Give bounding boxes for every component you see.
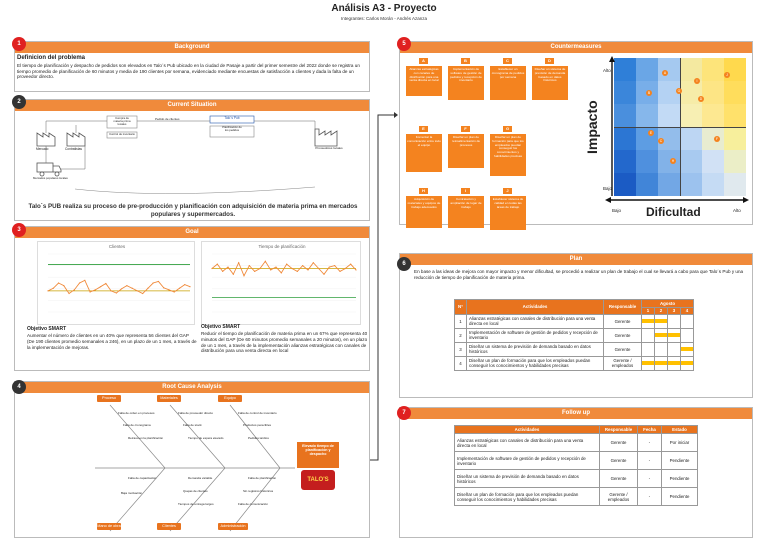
matrix-point: G bbox=[677, 89, 681, 93]
sticky-note: Establecer sistema de calidad en todas las áreas de trabajo bbox=[490, 196, 526, 230]
note-label: F bbox=[461, 126, 470, 132]
gantt-cell bbox=[655, 356, 668, 370]
current-caption: Talo´s PUB realiza su proceso de pre-producción y planificación con adquisición de materia prima en mercados populares y supermercados. bbox=[28, 203, 358, 218]
note-label: E bbox=[419, 126, 428, 132]
clients-chart bbox=[37, 241, 195, 325]
page-title: Análisis A3 - Proyecto bbox=[331, 3, 437, 14]
gantt-cell bbox=[681, 356, 694, 370]
chart1-title: Clientes bbox=[108, 244, 126, 249]
cause: Falta de control de inventario bbox=[238, 411, 277, 415]
gantt-cell bbox=[681, 342, 694, 356]
plan-activity: Diseñar un sistema de previsión de demanda basado en datos históricos bbox=[467, 342, 604, 356]
matrix-cell bbox=[702, 104, 725, 128]
matrix-cell bbox=[658, 58, 681, 82]
truck-icon bbox=[37, 163, 61, 176]
data-point bbox=[265, 261, 266, 262]
plan-row bbox=[455, 356, 694, 370]
data-point bbox=[68, 293, 69, 294]
data-point bbox=[345, 268, 346, 269]
plan-col-n: N° bbox=[455, 300, 467, 315]
fu-resp: Gerente / empleados bbox=[600, 488, 638, 506]
plan-activity: Alianzas estratégicas con canales de distribución para una venta directa en local bbox=[467, 314, 604, 328]
cause: Falta de orden en procesos bbox=[118, 411, 155, 415]
sticky-note: Diseñar un plan de formación para que los empleados puedan conseguir los conocimientos y habilidades precisas bbox=[490, 134, 526, 176]
note-label: H bbox=[419, 188, 428, 194]
matrix-cell bbox=[680, 173, 703, 196]
data-point bbox=[313, 262, 314, 263]
cause: Sin registros históricos bbox=[243, 489, 274, 493]
note-label: A bbox=[419, 58, 428, 64]
data-point bbox=[147, 288, 148, 289]
week-4: 4 bbox=[681, 308, 694, 314]
data-point bbox=[259, 268, 260, 269]
matrix-point: A bbox=[663, 71, 667, 75]
gantt-cell bbox=[655, 342, 668, 356]
data-point bbox=[211, 268, 212, 269]
data-point bbox=[126, 285, 127, 286]
gantt-cell bbox=[668, 342, 681, 356]
note-label: B bbox=[461, 58, 470, 64]
week-3: 3 bbox=[668, 308, 681, 314]
matrix-point: D bbox=[699, 97, 703, 101]
plan-col-responsable: Responsable bbox=[604, 300, 642, 315]
plan-row bbox=[455, 314, 694, 328]
followup-section bbox=[399, 407, 753, 538]
matrix-point: J bbox=[724, 72, 730, 78]
chart2-title: Tiempo de planificación bbox=[258, 244, 306, 249]
series-line bbox=[48, 280, 190, 293]
process-diagram bbox=[15, 111, 371, 199]
gantt-cell bbox=[642, 314, 655, 328]
plan-resp: Gerente bbox=[604, 342, 642, 356]
page-subtitle: Integrantes: Carlos Morán - Andrés Azanza bbox=[340, 16, 428, 21]
cause: Falta de capacitación bbox=[128, 476, 157, 480]
fu-state: Pendiente bbox=[662, 452, 698, 470]
category-administracion: Administración bbox=[218, 523, 248, 530]
plan-resp: Gerente bbox=[604, 314, 642, 328]
y-high-label: Alto bbox=[603, 68, 611, 73]
data-point bbox=[153, 282, 154, 283]
plan-n: 4 bbox=[455, 356, 467, 370]
badge-6: 6 bbox=[397, 257, 411, 271]
category-equipo: Equipo bbox=[218, 395, 242, 402]
matrix-cell bbox=[614, 58, 637, 82]
matrix-cell bbox=[702, 150, 725, 174]
data-point bbox=[307, 269, 308, 270]
matrix-point: I bbox=[694, 78, 700, 84]
data-point bbox=[350, 264, 351, 265]
x-high-label: Alto bbox=[733, 208, 741, 213]
node-control-label: Control de inventario bbox=[109, 132, 135, 136]
goal-section bbox=[14, 226, 370, 371]
category-clientes: Clientes bbox=[157, 523, 181, 530]
data-point bbox=[243, 275, 244, 276]
fu-col-actividades: Actividades bbox=[455, 426, 600, 434]
node-mercado: Mercado bbox=[36, 147, 49, 151]
fu-state: Pendiente bbox=[662, 470, 698, 488]
badge-5: 5 bbox=[397, 37, 411, 51]
data-point bbox=[275, 266, 276, 267]
root-cause-section bbox=[14, 381, 370, 538]
fu-activity: Alianzas estratégicas con canales de distribución para una venta directa en local bbox=[455, 434, 600, 452]
plan-activity: Diseñar un plan de formación para que los empleados puedan conseguir los conocimientos y habilidades precisas bbox=[467, 356, 604, 370]
note-label: G bbox=[503, 126, 512, 132]
fu-col-fecha: Fecha bbox=[638, 426, 662, 434]
cause: Demanda variable bbox=[188, 476, 213, 480]
matrix-cell bbox=[614, 150, 637, 174]
matrix-cell bbox=[636, 150, 659, 174]
data-point bbox=[100, 286, 101, 287]
data-point bbox=[111, 290, 112, 291]
data-point bbox=[74, 289, 75, 290]
chart1-plot bbox=[38, 250, 196, 322]
data-point bbox=[95, 289, 96, 290]
fu-resp: Gerente bbox=[600, 452, 638, 470]
matrix-divider bbox=[614, 127, 746, 128]
matrix-cell bbox=[702, 173, 725, 196]
cause: Tiempo de espera elevado bbox=[188, 436, 224, 440]
data-point bbox=[84, 280, 85, 281]
gantt-cell bbox=[642, 328, 655, 342]
gantt-cell bbox=[668, 314, 681, 328]
plan-resp: Gerente bbox=[604, 328, 642, 342]
y-axis-arrow bbox=[608, 56, 616, 198]
cause: Quejas de clientes bbox=[183, 489, 208, 493]
data-point bbox=[227, 266, 228, 267]
data-point bbox=[89, 291, 90, 292]
badge-1: 1 bbox=[12, 37, 26, 51]
sticky-note: Diseñar un plan de retroalimentación de procesos bbox=[448, 134, 484, 168]
gantt-cell bbox=[681, 328, 694, 342]
effect-box: Elevado tiempo de planificación y despacho bbox=[297, 442, 339, 468]
note-label: I bbox=[461, 188, 470, 194]
followup-table bbox=[454, 425, 698, 506]
badge-7: 7 bbox=[397, 406, 411, 420]
matrix-cell bbox=[614, 127, 637, 151]
node-talos-label: Talo´s Pub bbox=[224, 116, 240, 120]
sticky-note: Adquisición de materiales y equipos de trabajo adecuados bbox=[406, 196, 442, 228]
data-point bbox=[121, 288, 122, 289]
fu-resp: Gerente bbox=[600, 470, 638, 488]
plan-section bbox=[399, 253, 753, 398]
matrix-cell bbox=[724, 104, 746, 128]
matrix-cell bbox=[724, 150, 746, 174]
smart1-text: Aumentar el número de clientes en un 40% que representa 56 clientes del GAP (De 190 clientes promedio semanales a 246), en un plazo de un 1 mes, a través de la implementación de mejoras. bbox=[27, 333, 197, 350]
matrix-point: C bbox=[659, 139, 663, 143]
matrix-cell bbox=[614, 81, 637, 105]
impact-difficulty-matrix bbox=[614, 58, 746, 196]
gantt-cell bbox=[681, 314, 694, 328]
y-axis-label: Impacto bbox=[584, 100, 600, 154]
data-point bbox=[281, 272, 282, 273]
data-point bbox=[58, 282, 59, 283]
data-point bbox=[184, 284, 185, 285]
fu-date: - bbox=[638, 452, 662, 470]
data-point bbox=[158, 281, 159, 282]
data-point bbox=[132, 288, 133, 289]
fu-date: - bbox=[638, 470, 662, 488]
data-point bbox=[116, 292, 117, 293]
root-cause-header: Root Cause Analysis bbox=[15, 382, 369, 393]
cause: Falta de comunicación bbox=[238, 502, 269, 506]
data-point bbox=[249, 265, 250, 266]
node-planif-label: Planificación de los pedidos bbox=[222, 125, 242, 133]
matrix-cell bbox=[614, 173, 637, 196]
badge-4: 4 bbox=[12, 380, 26, 394]
matrix-cell bbox=[636, 104, 659, 128]
data-point bbox=[79, 282, 80, 283]
plan-table bbox=[454, 299, 694, 371]
data-point bbox=[137, 290, 138, 291]
cause: Tiempos de entrega largos bbox=[178, 502, 214, 506]
smart2-text: Reducir el tiempo de planificación de materia prima en un 67% que representa 40 minutos del GAP (De 60 minutos promedio semanales a 20 minutos), en un plazo de un 1 mes, a través de la implementación alianzas estratégicas con canales de distribución para una venta directa en local bbox=[201, 331, 368, 354]
plan-resp: Gerente / empleados bbox=[604, 356, 642, 370]
cause: Falta de cronograma bbox=[123, 423, 151, 427]
fu-activity: Diseñar un sistema de previsión de demanda basado en datos históricos bbox=[455, 470, 600, 488]
sticky-note: Establecer un cronograma de pedidos por semana bbox=[490, 66, 526, 100]
gantt-cell bbox=[668, 328, 681, 342]
week-2: 2 bbox=[655, 308, 668, 314]
category-materiales: Materiales bbox=[157, 395, 181, 402]
data-point bbox=[222, 271, 223, 272]
matrix-cell bbox=[724, 173, 746, 196]
plan-intro: En base a las ideas de mejora con mayor impacto y menor dificultad, se procedió a realizar un plan de trabajo el cual se llevará a cabo para que Talo´s Pub y una reducción de tiempo de planificación de materia prima. bbox=[414, 269, 744, 280]
cause: Baja motivación bbox=[121, 491, 143, 495]
data-point bbox=[355, 269, 356, 270]
data-point bbox=[323, 274, 324, 275]
cause: Productos perecibles bbox=[243, 423, 272, 427]
gantt-cell bbox=[642, 356, 655, 370]
plan-n: 1 bbox=[455, 314, 467, 328]
plan-row bbox=[455, 342, 694, 356]
smart1-title: Objetivo SMART bbox=[27, 326, 67, 332]
chart2-plot bbox=[202, 250, 362, 322]
x-axis-label: Dificultad bbox=[646, 205, 701, 219]
week-1: 1 bbox=[642, 308, 655, 314]
data-point bbox=[302, 265, 303, 266]
data-point bbox=[105, 283, 106, 284]
countermeasures-section bbox=[399, 41, 753, 225]
matrix-cell bbox=[680, 150, 703, 174]
talos-logo: TALO'S bbox=[301, 470, 335, 490]
cause: Retraso en la planificación bbox=[128, 436, 164, 440]
followup-header: Follow up bbox=[400, 408, 752, 419]
gantt-cell bbox=[668, 356, 681, 370]
sticky-note: Alianzas estratégicas con canales de distribución para una venta directa en local bbox=[406, 66, 442, 96]
matrix-cell bbox=[636, 173, 659, 196]
matrix-cell bbox=[658, 104, 681, 128]
fu-date: - bbox=[638, 488, 662, 506]
fu-col-responsable: Responsable bbox=[600, 426, 638, 434]
problem-heading: Definicion del problema bbox=[17, 55, 86, 61]
gantt-cell bbox=[642, 342, 655, 356]
followup-row bbox=[455, 452, 698, 470]
plan-col-actividades: Actividades bbox=[467, 300, 604, 315]
data-point bbox=[286, 264, 287, 265]
plan-n: 3 bbox=[455, 342, 467, 356]
problem-text: El tiempo de planificación y despacho de pedidos son elevados en Talo´s Pub ubicado en la ciudad de Pasaje a partir del primer semestre del 2022 donde se registra un tiempo promedio de planificación de 60 minutos y media de 190 clientes por semana, evidenciado mediante encuestas de satisfacción a clientes y dada la falta de un proveedor directo. bbox=[17, 63, 360, 80]
node-contratistas: Contratistas bbox=[65, 147, 83, 151]
note-label: D bbox=[545, 58, 554, 64]
plan-n: 2 bbox=[455, 328, 467, 342]
fu-col-estado: Estado bbox=[662, 426, 698, 434]
fu-activity: Diseñar un plan de formación para que los empleados puedan conseguir los conocimientos y habilidades precisas bbox=[455, 488, 600, 506]
current-header: Current Situation bbox=[15, 100, 369, 111]
factory-icon bbox=[37, 129, 337, 146]
sticky-note: Contratación y ampliación de lugar de trabajo bbox=[448, 196, 484, 228]
node-proveedores: Proveedores locales bbox=[315, 146, 343, 150]
badge-2: 2 bbox=[12, 95, 26, 109]
sticky-note: Fomentar la comunicación entre todo el equipo bbox=[406, 134, 442, 172]
cause: Falta de stock bbox=[183, 423, 202, 427]
gantt-cell bbox=[655, 328, 668, 342]
fu-resp: Gerente bbox=[600, 434, 638, 452]
data-point bbox=[63, 285, 64, 286]
data-point bbox=[168, 289, 169, 290]
data-point bbox=[189, 286, 190, 287]
node-mercados-populares: Mercados populares locales bbox=[33, 176, 68, 180]
connector-arrow bbox=[368, 40, 398, 470]
data-point bbox=[53, 288, 54, 289]
goal-header: Goal bbox=[15, 227, 369, 238]
background-header: Background bbox=[15, 42, 369, 53]
data-point bbox=[254, 271, 255, 272]
data-point bbox=[47, 290, 48, 291]
data-point bbox=[291, 268, 292, 269]
plan-header: Plan bbox=[400, 254, 752, 265]
gantt-cell bbox=[655, 314, 668, 328]
background-section bbox=[14, 41, 370, 92]
matrix-cell bbox=[702, 58, 725, 82]
data-point bbox=[238, 262, 239, 263]
data-point bbox=[329, 266, 330, 267]
data-point bbox=[339, 271, 340, 272]
cause: Falta de proveedor directo bbox=[178, 411, 214, 415]
plan-row bbox=[455, 328, 694, 342]
plan-activity: Implementación de software de gestión de pedidos y recepción de inventario bbox=[467, 328, 604, 342]
data-point bbox=[174, 291, 175, 292]
data-point bbox=[318, 268, 319, 269]
matrix-cell bbox=[614, 104, 637, 128]
smart2-title: Objetivo SMART bbox=[201, 324, 241, 330]
data-point bbox=[297, 271, 298, 272]
matrix-cell bbox=[680, 104, 703, 128]
time-chart bbox=[201, 241, 361, 325]
matrix-cell bbox=[724, 81, 746, 105]
sticky-note: Diseñar un sistema de previsión de demanda basado en datos históricos bbox=[532, 66, 568, 100]
cause: Pedidos tardíos bbox=[248, 436, 269, 440]
cause: Falta de planificación bbox=[248, 476, 277, 480]
matrix-cell bbox=[636, 127, 659, 151]
data-point bbox=[142, 293, 143, 294]
matrix-cell bbox=[680, 127, 703, 151]
note-label: J bbox=[503, 188, 512, 194]
data-point bbox=[233, 274, 234, 275]
followup-row bbox=[455, 470, 698, 488]
note-label: C bbox=[503, 58, 512, 64]
sticky-note: Implementación de software de gestión de pedidos y recepción de inventario bbox=[448, 66, 484, 100]
followup-row bbox=[455, 488, 698, 506]
fu-state: Por iniciar bbox=[662, 434, 698, 452]
matrix-point: B bbox=[647, 91, 651, 95]
x-low-label: Bajo bbox=[612, 208, 622, 213]
followup-row bbox=[455, 434, 698, 452]
category-proceso: Proceso bbox=[97, 395, 121, 402]
fu-activity: Implementación de software de gestión de pedidos y recepción de inventario bbox=[455, 452, 600, 470]
flow-label-pedido: Pedido de clientes bbox=[155, 117, 180, 121]
matrix-point: H bbox=[671, 159, 675, 163]
current-situation-section bbox=[14, 99, 370, 221]
category-mano-obra: Mano de obra bbox=[97, 524, 121, 528]
data-point bbox=[217, 264, 218, 265]
fu-state: Pendiente bbox=[662, 488, 698, 506]
plan-col-month: Agosto bbox=[642, 300, 694, 308]
data-point bbox=[334, 265, 335, 266]
data-point bbox=[163, 287, 164, 288]
badge-3: 3 bbox=[12, 223, 26, 237]
matrix-point: E bbox=[649, 131, 653, 135]
matrix-cell bbox=[702, 81, 725, 105]
fu-date: - bbox=[638, 434, 662, 452]
y-low-label: Bajo bbox=[603, 186, 613, 191]
matrix-cell bbox=[724, 127, 746, 151]
data-point bbox=[270, 269, 271, 270]
data-point bbox=[179, 288, 180, 289]
countermeasures-header: Countermeasures bbox=[400, 42, 752, 53]
node-compra-label: Compra de materia prima locales bbox=[113, 116, 131, 127]
matrix-cell bbox=[636, 58, 659, 82]
matrix-cell bbox=[658, 173, 681, 196]
matrix-point: F bbox=[715, 137, 719, 141]
